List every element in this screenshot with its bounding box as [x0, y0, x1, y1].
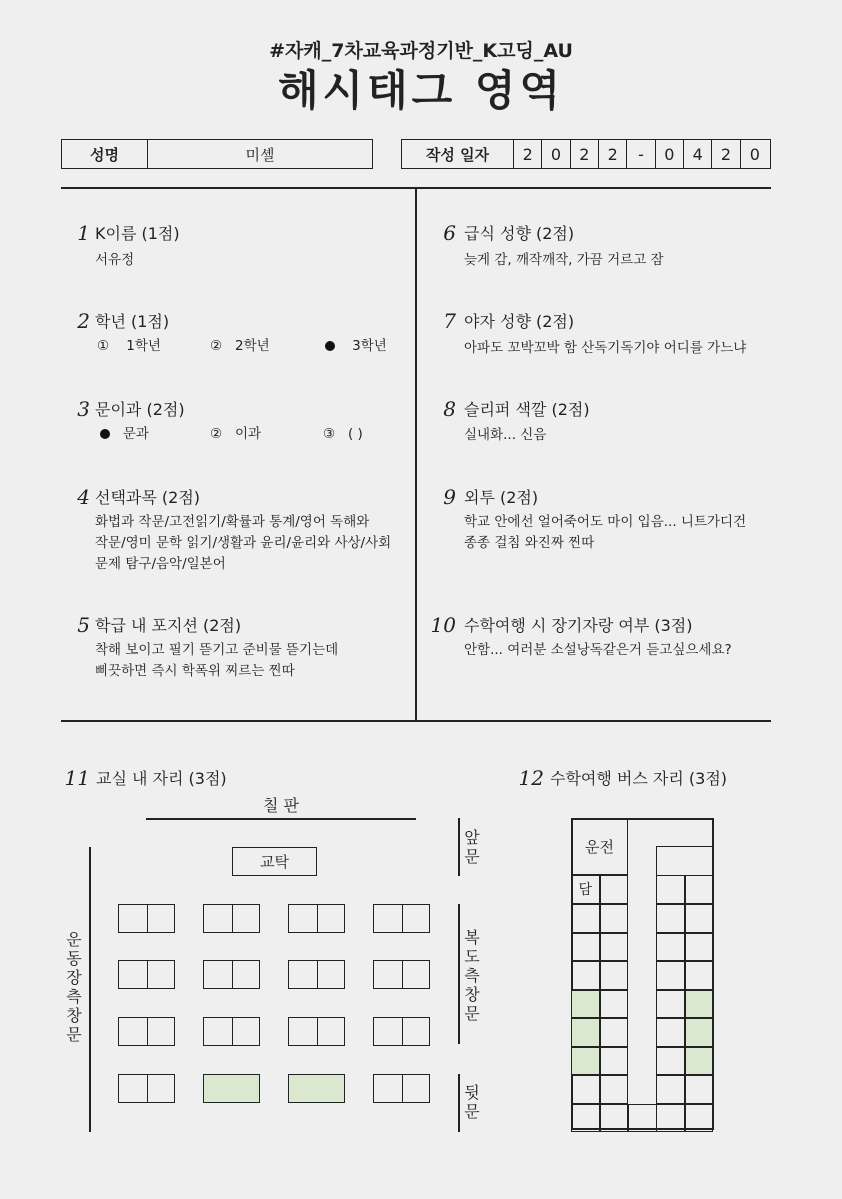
classroom-seat — [289, 905, 318, 932]
classroom-seat — [232, 961, 260, 988]
field-window-label: 운동장측창문 — [66, 930, 82, 1044]
desk — [203, 1017, 260, 1046]
q4-answer-line: 문제 탐구/음악/일본어 — [95, 556, 226, 572]
q10-answer: 안함... 여러분 소설낭독같은거 듣고싶으세요? — [464, 642, 732, 658]
bus-seat — [600, 1075, 629, 1104]
bus-teacher-label: 담 — [578, 882, 593, 899]
bus-seat — [685, 1018, 714, 1047]
bus-seat — [600, 933, 629, 962]
bus-seat — [571, 1047, 600, 1076]
q1-title: K이름 (1점) — [95, 224, 180, 243]
bus-seat — [656, 875, 685, 904]
classroom-seat — [374, 1018, 403, 1045]
desk — [288, 1074, 345, 1103]
q10-title: 수학여행 시 장기자랑 여부 (3점) — [464, 616, 693, 635]
q1-answer: 서유정 — [95, 252, 135, 268]
date-digit: 2 — [599, 140, 627, 168]
teacher-desk — [232, 847, 317, 876]
classroom-seat — [374, 1075, 403, 1102]
desk — [203, 1074, 260, 1103]
bus-seat — [571, 1104, 600, 1133]
q2-option-2-label: 2학년 — [234, 338, 270, 354]
bus-seat — [600, 904, 629, 933]
bus-seat — [656, 1047, 685, 1076]
classroom-seat — [232, 905, 260, 932]
classroom-seat — [374, 905, 403, 932]
blackboard-line — [146, 818, 416, 820]
classroom-seat — [374, 961, 403, 988]
classroom-seat — [289, 1075, 318, 1102]
q9-title: 외투 (2점) — [464, 488, 539, 507]
q7-number: 7 — [443, 309, 456, 333]
page-title: 해시태그 영역 — [277, 66, 565, 115]
bus-seat — [685, 1075, 714, 1104]
q8-number: 8 — [443, 397, 456, 421]
q9-answer-line: 종종 걸침 와진짜 찐따 — [464, 535, 595, 551]
q2-option-2 — [210, 336, 270, 357]
q4-answer — [95, 512, 391, 575]
q11-number: 11 — [64, 766, 90, 790]
date-digit: 2 — [712, 140, 740, 168]
bus-seat — [685, 904, 714, 933]
q3-option-1 — [100, 424, 149, 445]
q3-option-2-label: 이과 — [234, 426, 262, 442]
classroom-seat — [119, 1018, 148, 1045]
q3-option-2 — [210, 424, 261, 445]
center-divider — [415, 188, 417, 721]
date-label: 작성 일자 — [402, 140, 514, 168]
classroom-seat — [317, 1018, 345, 1045]
desk — [118, 1074, 175, 1103]
q2-option-1-label: 1학년 — [126, 338, 161, 354]
bus-driver — [571, 818, 628, 875]
front-door-line — [458, 818, 460, 876]
q11-title: 교실 내 자리 (3점) — [96, 769, 227, 788]
bus-seat — [685, 875, 714, 904]
bus-seat — [628, 1104, 657, 1133]
desk — [118, 960, 175, 989]
selected-dot-icon — [100, 429, 110, 439]
bus-driver-label: 운전 — [585, 838, 614, 856]
bus-seat — [571, 1018, 600, 1047]
hashtag-tagline: #자캐_7차교육과정기반_K고딩_AU — [269, 40, 573, 62]
desk — [288, 1017, 345, 1046]
desk — [373, 904, 430, 933]
bus-seat — [685, 990, 714, 1019]
date-box — [401, 139, 771, 169]
teacher-desk-label: 교탁 — [260, 853, 289, 871]
bus-seat — [656, 1075, 685, 1104]
date-digit: 0 — [749, 144, 760, 164]
q3-option-3-mark: ③ — [323, 426, 336, 442]
q12-title: 수학여행 버스 자리 (3점) — [550, 769, 728, 788]
classroom-seat — [402, 1018, 430, 1045]
classroom-seat — [317, 905, 345, 932]
q5-title: 학급 내 포지션 (2점) — [95, 616, 242, 635]
classroom-seat — [289, 961, 318, 988]
desk — [373, 1017, 430, 1046]
q6-title: 급식 성향 (2점) — [464, 224, 575, 243]
classroom-seat — [147, 1018, 175, 1045]
classroom-seat — [232, 1075, 260, 1102]
back-door-label: 뒷문 — [464, 1083, 480, 1121]
q1-number: 1 — [77, 221, 90, 245]
bus-seat — [571, 1075, 600, 1104]
date-digit: 4 — [684, 140, 712, 168]
field-window-line — [89, 847, 91, 1132]
name-value: 미셸 — [245, 145, 275, 164]
selected-dot-icon — [325, 341, 335, 351]
classroom-seat — [317, 961, 345, 988]
bus-seat — [600, 875, 629, 904]
q5-answer-line: 삐끗하면 즉시 학폭위 찌르는 찐따 — [95, 663, 295, 679]
bus-seat — [685, 1104, 714, 1133]
desk — [203, 960, 260, 989]
bus-seat — [600, 990, 629, 1019]
q9-answer-line: 학교 안에선 얼어죽어도 마이 입음... 니트가디건 — [464, 514, 747, 530]
classroom-seat — [317, 1075, 345, 1102]
desk — [118, 904, 175, 933]
name-label: 성명 — [62, 140, 148, 168]
q3-option-2-mark: ② — [210, 426, 223, 442]
q3-option-1-label: 문과 — [122, 426, 149, 442]
q10-number: 10 — [430, 613, 456, 637]
q8-title: 슬리퍼 색깔 (2점) — [464, 400, 590, 419]
classroom-seat — [147, 905, 175, 932]
desk — [288, 960, 345, 989]
q5-number: 5 — [77, 613, 90, 637]
classroom-seat — [147, 961, 175, 988]
name-box — [61, 139, 373, 169]
q2-option-2-mark: ② — [210, 338, 223, 354]
bus-seat — [656, 1104, 685, 1133]
q3-option-3-label: ( ) — [347, 426, 363, 442]
date-digit: - — [627, 140, 655, 168]
desk — [373, 960, 430, 989]
bus-seat — [571, 990, 600, 1019]
bus-seat — [685, 933, 714, 962]
bus-seat — [571, 933, 600, 962]
classroom-seat — [119, 905, 148, 932]
q6-number: 6 — [443, 221, 456, 245]
classroom-seat — [204, 905, 233, 932]
front-door-label: 앞문 — [464, 828, 480, 866]
q12-number: 12 — [518, 766, 544, 790]
bus-seat — [600, 1018, 629, 1047]
bus-seat — [600, 1047, 629, 1076]
classroom-seat — [119, 961, 148, 988]
q4-answer-line: 작문/영미 문학 읽기/생활과 윤리/윤리와 사상/사회 — [95, 535, 392, 551]
date-digit: 2 — [571, 140, 599, 168]
bus-seat — [656, 990, 685, 1019]
classroom-seat — [402, 905, 430, 932]
q4-number: 4 — [77, 485, 90, 509]
q9-number: 9 — [443, 485, 456, 509]
bus-seat — [685, 961, 714, 990]
q2-number: 2 — [77, 309, 90, 333]
q5-answer-line: 착해 보이고 필기 뜯기고 준비물 뜯기는데 — [95, 642, 339, 658]
bus-seat — [656, 904, 685, 933]
desk — [118, 1017, 175, 1046]
classroom-seat — [119, 1075, 148, 1102]
classroom-seat — [204, 961, 233, 988]
bus-seat — [600, 961, 629, 990]
q2-option-1 — [97, 336, 161, 357]
classroom-seat — [289, 1018, 318, 1045]
desk — [373, 1074, 430, 1103]
q3-number: 3 — [77, 397, 90, 421]
q3-title: 문이과 (2점) — [95, 400, 185, 419]
q7-answer: 아파도 꼬박꼬박 함 산독기독기야 어디를 가느냐 — [464, 340, 747, 356]
q2-option-3 — [325, 336, 387, 357]
bus-seat — [656, 961, 685, 990]
q7-title: 야자 성향 (2점) — [464, 312, 575, 331]
classroom-seat — [204, 1075, 233, 1102]
q4-answer-line: 화법과 작문/고전읽기/확률과 통계/영어 독해와 — [95, 514, 370, 530]
q2-option-3-label: 3학년 — [352, 338, 387, 354]
date-digit: 0 — [656, 140, 684, 168]
q2-title: 학년 (1점) — [95, 312, 170, 331]
classroom-seat — [232, 1018, 260, 1045]
bus-seat — [656, 1018, 685, 1047]
desk — [288, 904, 345, 933]
back-door-line — [458, 1074, 460, 1132]
bus-teacher-seat — [571, 875, 600, 904]
hall-window-line — [458, 904, 460, 1044]
q4-title: 선택과목 (2점) — [95, 488, 201, 507]
bus-seat — [685, 1047, 714, 1076]
classroom-seat — [147, 1075, 175, 1102]
blackboard-label: 칠 판 — [263, 796, 299, 815]
q5-answer — [95, 640, 338, 682]
classroom-seat — [402, 961, 430, 988]
desk — [203, 904, 260, 933]
q3-option-3 — [323, 424, 363, 445]
q8-answer: 실내화... 신음 — [464, 427, 547, 443]
bus-seat — [571, 904, 600, 933]
q6-answer: 늦게 감, 깨작깨작, 가끔 거르고 잠 — [464, 252, 664, 268]
bus-seat — [600, 1104, 629, 1133]
q2-option-1-mark: ① — [97, 338, 110, 354]
date-digit: 0 — [542, 140, 570, 168]
classroom-seat — [204, 1018, 233, 1045]
bus-seat — [571, 961, 600, 990]
date-digit: 2 — [514, 140, 542, 168]
bus-seat — [656, 933, 685, 962]
q9-answer — [464, 512, 746, 554]
bus-front-right — [656, 846, 714, 876]
hall-window-label: 복도측창문 — [464, 928, 480, 1023]
classroom-seat — [402, 1075, 430, 1102]
